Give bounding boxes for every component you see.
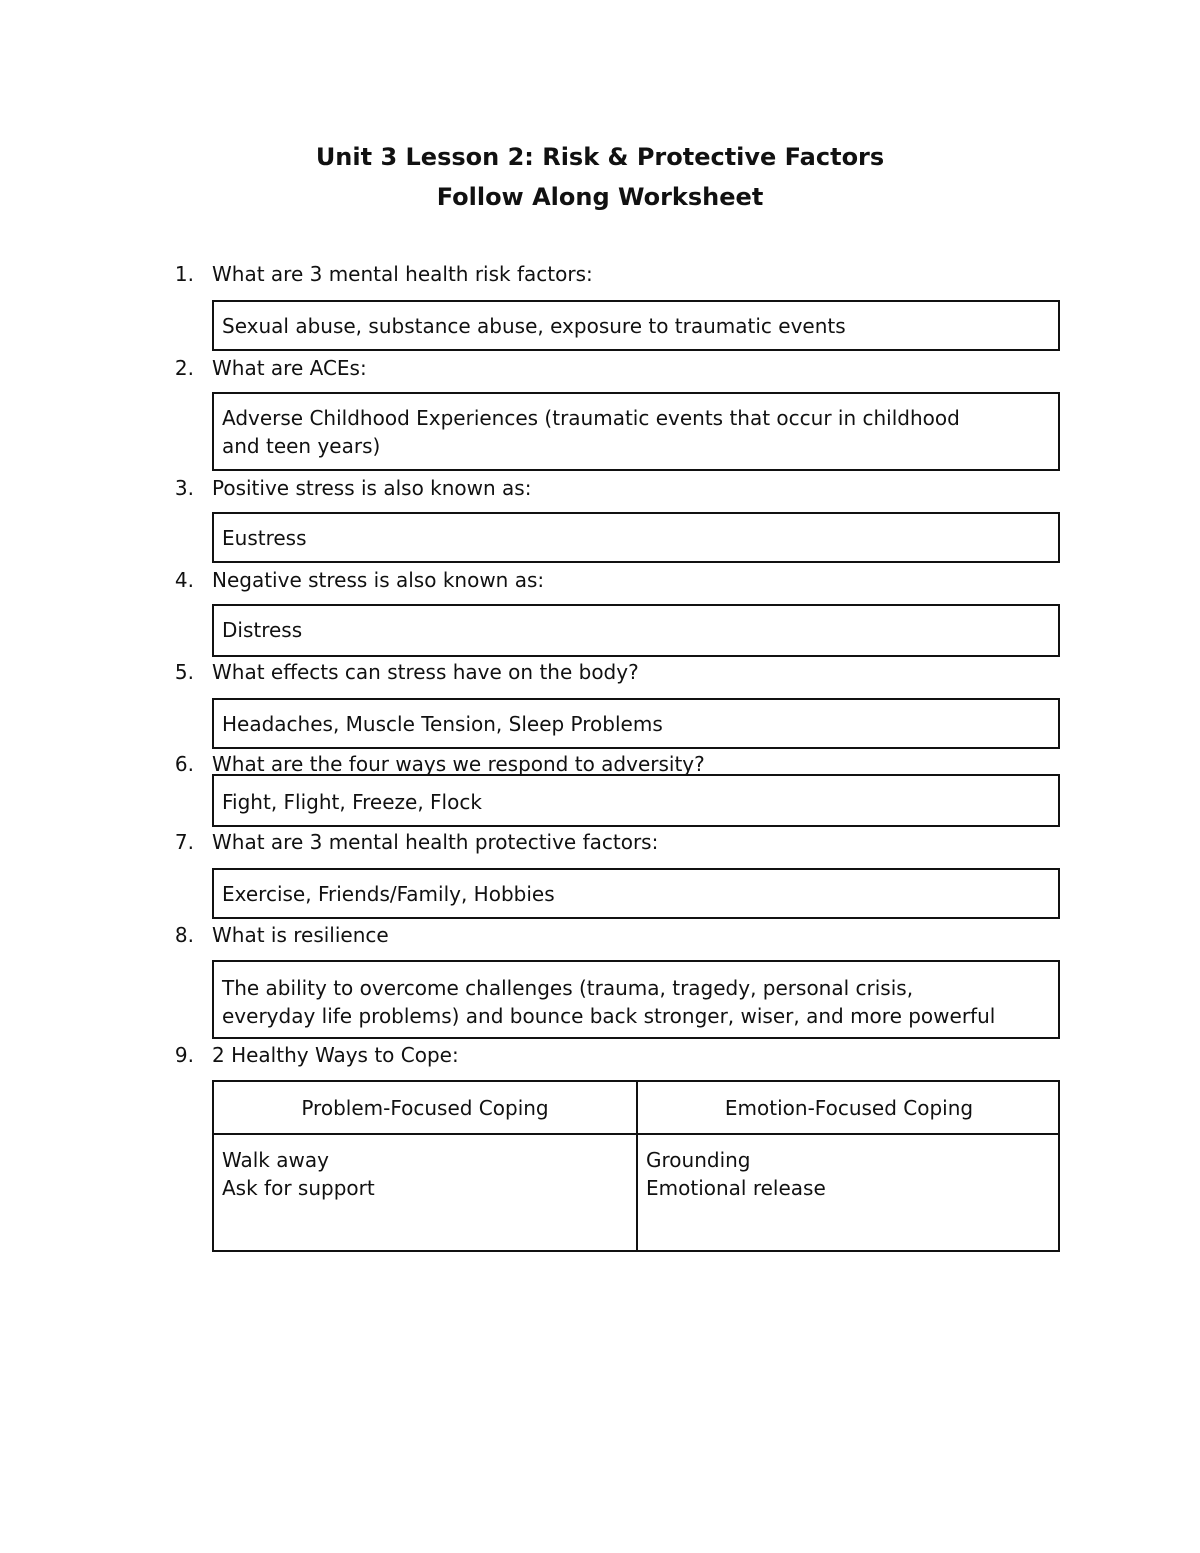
answer-text: The ability to overcome challenges (trauma, tragedy, personal crisis, everyday life problems) and bounce back stronger, wiser, and more powerful — [222, 976, 996, 1028]
question-number: 2. — [174, 356, 194, 380]
list-item: Grounding — [646, 1148, 751, 1172]
answer-box[interactable] — [212, 604, 1060, 657]
question-prompt: What is resilience — [212, 923, 389, 947]
question-number: 1. — [174, 262, 194, 286]
answer-box[interactable] — [212, 774, 1060, 827]
problem-focused-cell[interactable] — [222, 1146, 375, 1202]
question-number: 5. — [174, 660, 194, 684]
answer-text: Distress — [222, 618, 303, 642]
answer-text: Adverse Childhood Experiences (traumatic events that occur in childhood and teen years) — [222, 406, 960, 458]
answer-text: Fight, Flight, Freeze, Flock — [222, 790, 482, 814]
question-prompt: Negative stress is also known as: — [212, 568, 545, 592]
question-number: 8. — [174, 923, 194, 947]
question-number: 7. — [174, 830, 194, 854]
question-prompt: Positive stress is also known as: — [212, 476, 532, 500]
coping-table — [212, 1080, 1060, 1252]
question-prompt: What effects can stress have on the body? — [212, 660, 639, 684]
question-number: 4. — [174, 568, 194, 592]
emotion-focused-header: Emotion-Focused Coping — [724, 1096, 974, 1120]
answer-box[interactable] — [212, 512, 1060, 563]
question-prompt: What are the four ways we respond to adversity? — [212, 752, 705, 776]
problem-focused-header: Problem-Focused Coping — [301, 1096, 549, 1120]
answer-text: Sexual abuse, substance abuse, exposure to traumatic events — [222, 314, 846, 338]
question-prompt: What are 3 mental health risk factors: — [212, 262, 593, 286]
list-item: Walk away — [222, 1148, 329, 1172]
list-item: Ask for support — [222, 1176, 375, 1200]
table-divider — [214, 1133, 1058, 1135]
answer-box[interactable] — [212, 960, 1060, 1039]
worksheet-subtitle: Follow Along Worksheet — [436, 183, 764, 211]
answer-text: Exercise, Friends/Family, Hobbies — [222, 882, 555, 906]
question-number: 9. — [174, 1043, 194, 1067]
question-number: 6. — [174, 752, 194, 776]
answer-box[interactable] — [212, 392, 1060, 471]
answer-box[interactable] — [212, 300, 1060, 351]
question-prompt: 2 Healthy Ways to Cope: — [212, 1043, 459, 1067]
answer-box[interactable] — [212, 868, 1060, 919]
emotion-focused-cell[interactable] — [646, 1146, 826, 1202]
question-prompt: What are ACEs: — [212, 356, 367, 380]
answer-text: Eustress — [222, 526, 307, 550]
list-item: Emotional release — [646, 1176, 826, 1200]
answer-text: Headaches, Muscle Tension, Sleep Problems — [222, 712, 663, 736]
answer-box[interactable] — [212, 698, 1060, 749]
question-prompt: What are 3 mental health protective factors: — [212, 830, 659, 854]
worksheet-title: Unit 3 Lesson 2: Risk & Protective Factors — [315, 143, 885, 171]
question-number: 3. — [174, 476, 194, 500]
